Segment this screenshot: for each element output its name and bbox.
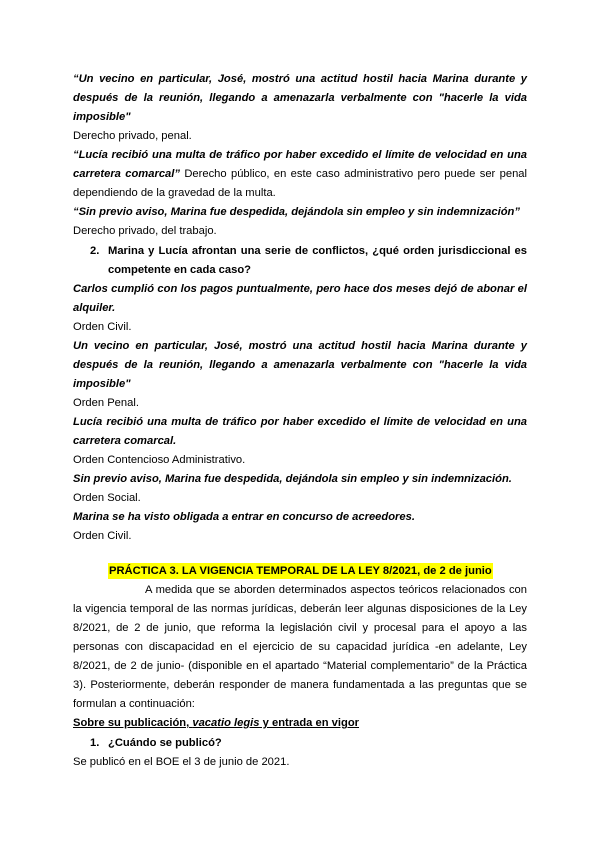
answer-lucia-2: Orden Contencioso Administrativo. (73, 454, 246, 466)
quote-lucia-1: “Lucía recibió una multa de tráfico por haber excedido el límite de velocidad en una carretera comarcal” (73, 149, 527, 180)
answer-lucia-1: Derecho público, en este caso administrativo pero puede ser penal dependiendo de la gravedad de la multa. (73, 168, 527, 199)
subheading-post: y entrada en vigor (259, 717, 360, 729)
quote-marina-2: Sin previo aviso, Marina fue despedida, dejándola sin empleo y sin indemnización. (73, 473, 512, 485)
question-2-text: Marina y Lucía afrontan una serie de conflictos, ¿qué orden jurisdiccional es competente en cada caso? (108, 245, 527, 276)
question-1-text: ¿Cuándo se publicó? (108, 737, 222, 749)
subheading-italic: vacatio legis (192, 717, 260, 729)
quote-jose-2: Un vecino en particular, José, mostró una actitud hostil hacia Marina durante y después de la reunión, llegando a amenazarla verbalmente con "hacerle la vida imposible" (73, 340, 527, 390)
quote-jose-1: “Un vecino en particular, José, mostró una actitud hostil hacia Marina durante y después de la reunión, llegando a amenazarla verbalmente con "hacerle la vida imposible" (73, 73, 527, 123)
paragraph-lucia-1 (73, 146, 527, 203)
answer-question-1: Se publicó en el BOE el 3 de junio de 2021. (73, 756, 290, 768)
quote-marina-1: “Sin previo aviso, Marina fue despedida, dejándola sin empleo y sin indemnización” (73, 206, 520, 218)
question-1-number: 1. (90, 737, 100, 749)
answer-jose-1: Derecho privado, penal. (73, 130, 192, 142)
answer-jose-2: Orden Penal. (73, 397, 139, 409)
answer-carlos: Orden Civil. (73, 321, 132, 333)
answer-marina-1: Derecho privado, del trabajo. (73, 225, 217, 237)
subheading-publicacion (73, 714, 527, 733)
practica-3-title: PRÁCTICA 3. LA VIGENCIA TEMPORAL DE LA LEY 8/2021, de 2 de junio (109, 565, 492, 577)
subheading-pre: Sobre su publicación, (73, 717, 193, 729)
quote-concurso: Marina se ha visto obligada a entrar en concurso de acreedores. (73, 511, 415, 523)
practica-3-paragraph: A medida que se aborden determinados aspectos teóricos relacionados con la vigencia temporal de las normas jurídicas, deberán leer algunas disposiciones de la Ley 8/2021, de 2 de junio, que reforma la legislación civil y procesal para el apoyo a las personas con discapacidad en el ejercicio de su capacidad jurídica -en adelante, Ley 8/2021, de 2 de junio- (disponible en el apartado “Material complementario” de la Práctica 3). Posteriormente, deberán responder de manera fundamentada a las preguntas que se formulan a continuación: (73, 584, 527, 710)
answer-concurso: Orden Civil. (73, 530, 132, 542)
question-2-number: 2. (90, 245, 100, 257)
answer-marina-2: Orden Social. (73, 492, 141, 504)
quote-carlos: Carlos cumplió con los pagos puntualmente, pero hace dos meses dejó de abonar el alquiler. (73, 283, 527, 314)
quote-lucia-2: Lucía recibió una multa de tráfico por haber excedido el límite de velocidad en una carretera comarcal. (73, 416, 527, 447)
